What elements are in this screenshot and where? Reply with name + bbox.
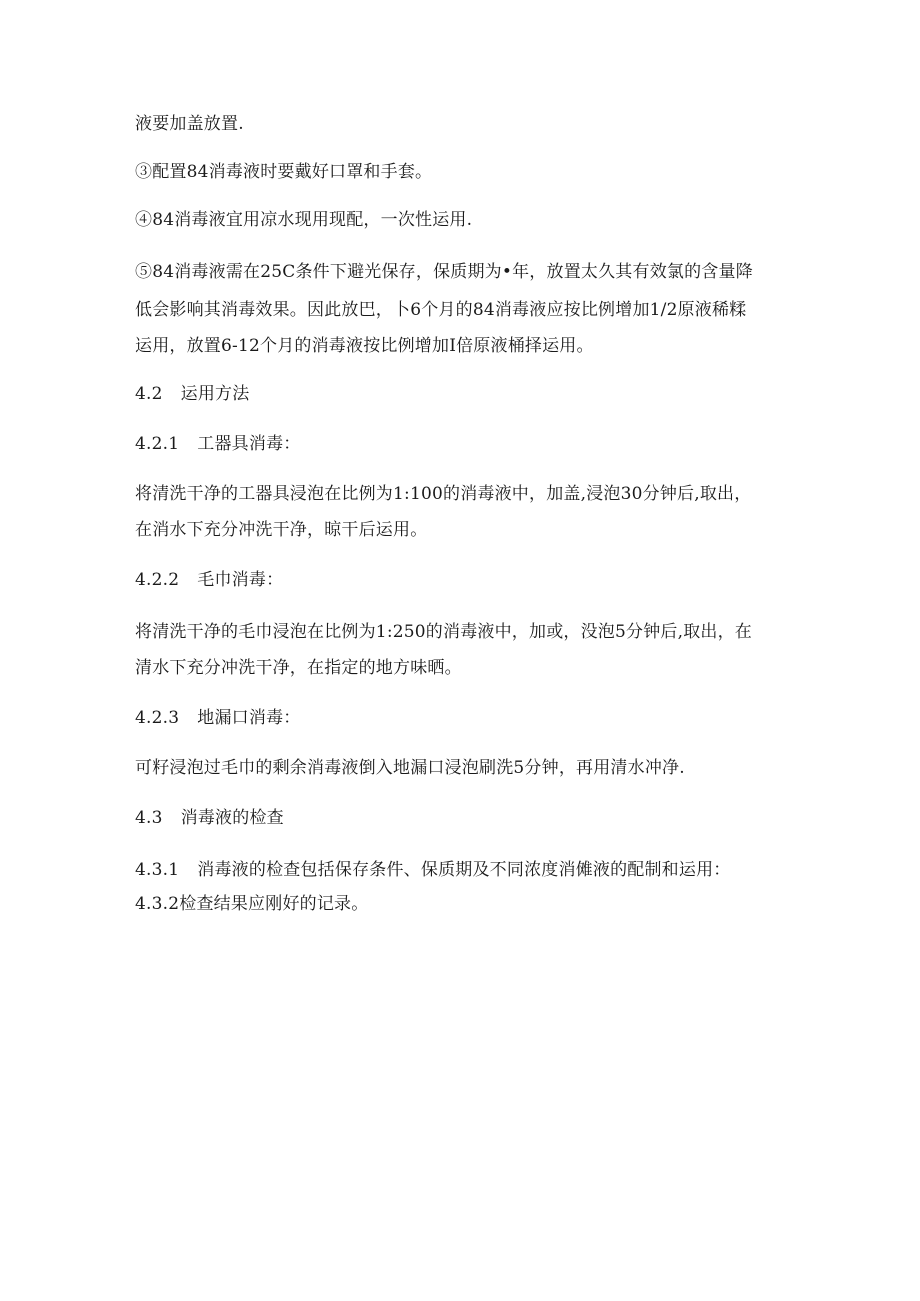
- paragraph-line: 将清洗干净的工器具浸泡在比例为1:100的消毒液中，加盖,浸泡30分钟后,取出，: [135, 484, 752, 504]
- section-heading-4-2-2: [135, 570, 785, 590]
- heading-number: 4.2.1: [135, 434, 180, 454]
- heading-text: 运用方法: [180, 384, 250, 404]
- heading-text: 消毒液的检查包括保存条件、保质期及不同浓度消傩液的配制和运用：: [197, 860, 731, 880]
- heading-text: 毛巾消毒：: [197, 570, 284, 590]
- section-heading-4-2-1: [135, 434, 785, 454]
- section-heading-4-3: [135, 808, 785, 828]
- heading-number: 4.3: [135, 808, 163, 828]
- paragraph-line: 将清洗干净的毛巾浸泡在比例为1:250的消毒液中，加或，没泡5分钟后,取出，在: [135, 622, 753, 642]
- heading-text: 消毒液的检查: [180, 808, 284, 828]
- list-item-5-line-3: 运用，放置6-12个月的消毒液按比例增加I倍原液桶择运用。: [135, 336, 594, 356]
- paragraph-line: 4.3.2检查结果应刚好的记录。: [135, 894, 369, 914]
- heading-number: 4.2: [135, 384, 163, 404]
- list-item-3: ③配置84消毒液时要戴好口罩和手套。: [135, 162, 433, 182]
- heading-text: 地漏口消毒：: [197, 708, 301, 728]
- list-item-5-line-2: 低会影响其消毒效果。因此放巴，卜6个月的84消毒液应按比例增加1/2原液稀糅: [135, 300, 747, 320]
- list-item-4: ④84消毒液宜用凉水现用现配，一次性运用.: [135, 210, 473, 230]
- section-heading-4-2: [135, 384, 785, 404]
- paragraph-line: 可籽浸泡过毛巾的剩余消毒液倒入地漏口浸泡刷洗5分钟，再用清水冲净.: [135, 758, 685, 778]
- heading-text: 工器具消毒：: [197, 434, 301, 454]
- heading-number: 4.2.3: [135, 708, 180, 728]
- paragraph-line: 在消水下充分冲洗干净，晾干后运用。: [135, 520, 428, 540]
- text-line: 液要加盖放置.: [135, 114, 244, 134]
- heading-number: 4.2.2: [135, 570, 180, 590]
- section-heading-4-2-3: [135, 708, 785, 728]
- list-item-5-line-1: ⑤84消毒液需在25C条件下避光保存，保质期为•年，放置太久其有效氯的含量降: [135, 262, 753, 282]
- paragraph-line: 清水下充分冲洗干净，在指定的地方味晒。: [135, 658, 462, 678]
- heading-number: 4.3.1: [135, 860, 180, 880]
- section-heading-4-3-1: [135, 860, 785, 880]
